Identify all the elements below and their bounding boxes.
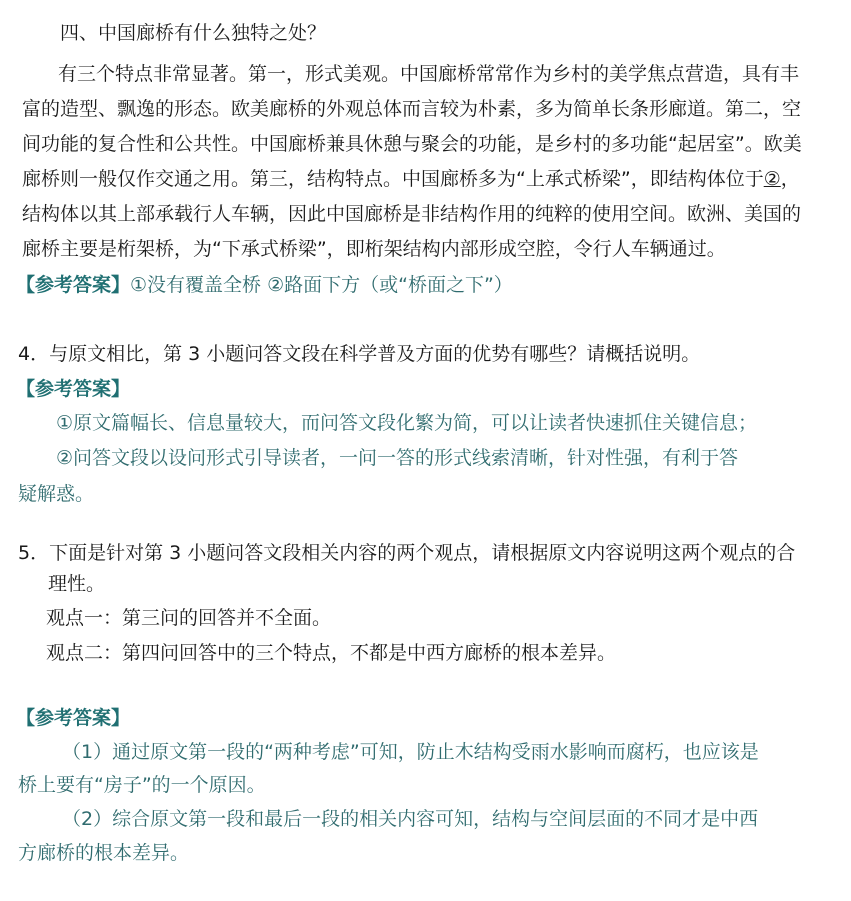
q4-answer-line-3: 疑解惑。: [18, 483, 95, 505]
section4-line-3: 间功能的复合性和公共性。中国廊桥兼具休憩与聚会的功能，是乡村的多功能“起居室”。欧美: [22, 133, 802, 155]
section4-line-4: [22, 166, 800, 192]
section4-line-1: 有三个特点非常显著。第一，形式美观。中国廊桥常常作为乡村的美学焦点营造，具有丰: [58, 63, 800, 85]
answer-label: 【参考答案】: [16, 378, 131, 400]
q5-answer-line-1: （1）通过原文第一段的“两种考虑”可知，防止木结构受雨水影响而腐朽，也应该是: [62, 741, 759, 763]
answer-text: ①没有覆盖全桥 ②路面下方（或“桥面之下”）: [130, 274, 513, 296]
question-5-line-2: 理性。: [48, 573, 106, 595]
section4-blank-2: ②: [763, 168, 781, 190]
q4-answer-line-1: ①原文篇幅长、信息量较大，而问答文段化繁为简，可以让读者快速抓住关键信息；: [56, 412, 758, 434]
section4-line-6: 廊桥主要是桁架桥，为“下承式桥梁”，即桁架结构内部形成空腔，令行人车辆通过。: [22, 238, 726, 260]
q5-answer-line-3: （2）综合原文第一段和最后一段的相关内容可知，结构与空间层面的不同才是中西: [62, 808, 759, 830]
section4-answer: [16, 272, 513, 298]
q5-answer-line-2: 桥上要有“房子”的一个原因。: [18, 774, 266, 796]
section4-line-4-punct: ，: [780, 168, 800, 190]
question-5-line-1: 5．下面是针对第 3 小题问答文段相关内容的两个观点，请根据原文内容说明这两个观点的合: [18, 542, 796, 564]
section4-line-4-text: 廊桥则一般仅作交通之用。第三，结构特点。中国廊桥多为“上承式桥梁”，即结构体位于: [22, 168, 764, 190]
q4-answer-line-2: ②问答文段以设问形式引导读者，一问一答的形式线索清晰，针对性强，有利于答: [56, 447, 739, 469]
section4-heading: 四、中国廊桥有什么独特之处？: [60, 22, 327, 44]
answer-label: 【参考答案】: [16, 274, 131, 296]
viewpoint-1: 观点一：第三问的回答并不全面。: [46, 607, 332, 629]
section4-line-5: 结构体以其上部承载行人车辆，因此中国廊桥是非结构作用的纯粹的使用空间。欧洲、美国的: [22, 203, 802, 225]
viewpoint-2: 观点二：第四问回答中的三个特点，不都是中西方廊桥的根本差异。: [46, 642, 617, 664]
answer-label: 【参考答案】: [16, 707, 131, 729]
section4-line-2: 富的造型、飘逸的形态。欧美廊桥的外观总体而言较为朴素，多为简单长条形廊道。第二，空: [22, 98, 802, 120]
q5-answer-line-4: 方廊桥的根本差异。: [18, 842, 190, 864]
question-4: 4．与原文相比，第 3 小题问答文段在科学普及方面的优势有哪些？请概括说明。: [18, 343, 701, 365]
